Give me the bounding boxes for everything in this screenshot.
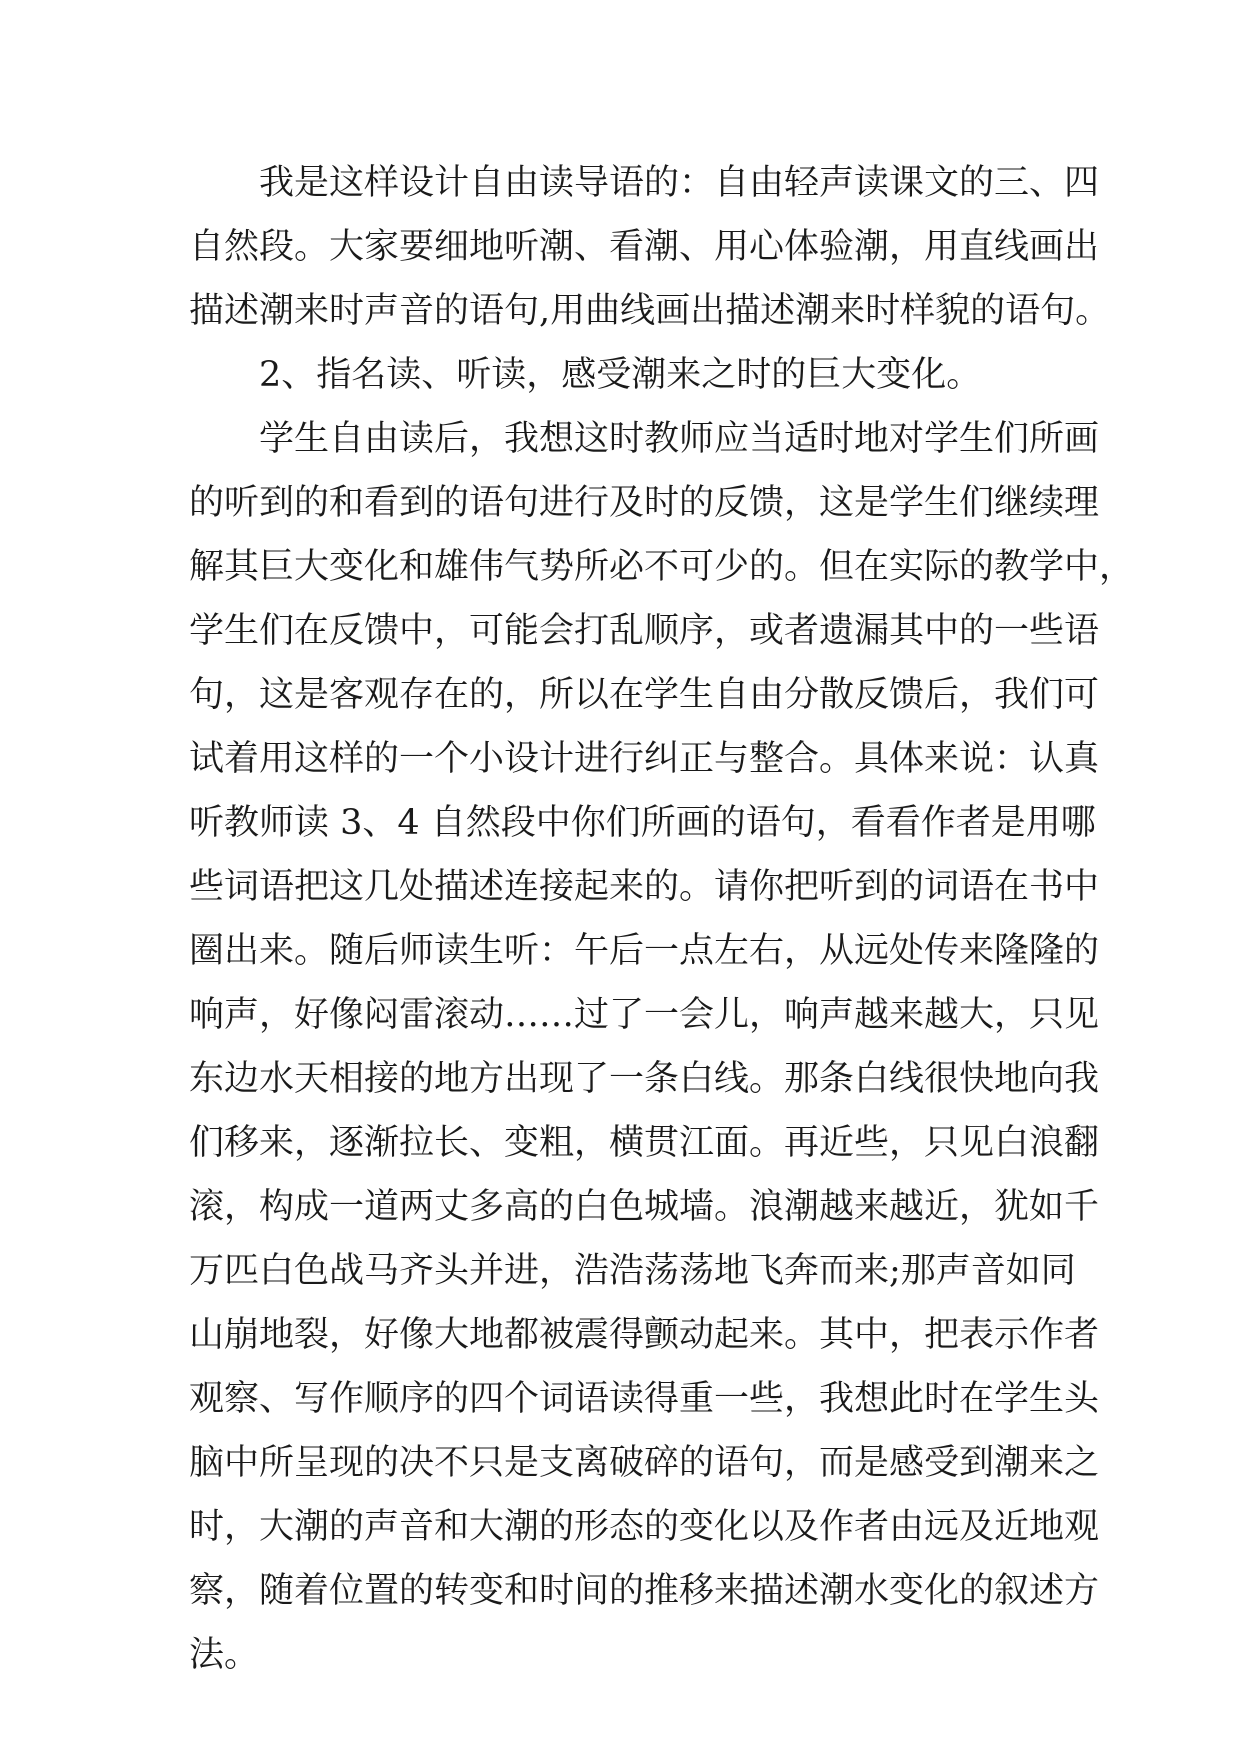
text-line: 圈出来。随后师读生听：午后一点左右，从远处传来隆隆的 — [189, 931, 1100, 971]
text-line: 我是这样设计自由读导语的：自由轻声读课文的三、四 — [259, 163, 1100, 203]
text-line: 东边水天相接的地方出现了一条白线。那条白线很快地向我 — [189, 1059, 1100, 1099]
text-line: 的听到的和看到的语句进行及时的反馈，这是学生们继续理 — [189, 483, 1100, 523]
text-line: 察，随着位置的转变和时间的推移来描述潮水变化的叙述方 — [189, 1571, 1100, 1611]
text-line: 自然段。大家要细地听潮、看潮、用心体验潮，用直线画出 — [189, 227, 1100, 267]
text-line: 描述潮来时声音的语句,用曲线画出描述潮来时样貌的语句。 — [189, 291, 1111, 331]
text-line: 法。 — [189, 1635, 260, 1675]
text-line: 们移来，逐渐拉长、变粗，横贯江面。再近些，只见白浪翻 — [189, 1123, 1100, 1163]
text-line: 时，大潮的声音和大潮的形态的变化以及作者由远及近地观 — [189, 1507, 1100, 1547]
text-line: 山崩地裂，好像大地都被震得颤动起来。其中，把表示作者 — [189, 1315, 1100, 1355]
text-line: 脑中所呈现的决不只是支离破碎的语句，而是感受到潮来之 — [189, 1443, 1100, 1483]
text-line: 些词语把这几处描述连接起来的。请你把听到的词语在书中 — [189, 867, 1100, 907]
text-line: 听教师读 3、4 自然段中你们所画的语句，看看作者是用哪 — [189, 803, 1096, 843]
text-line: 2、指名读、听读，感受潮来之时的巨大变化。 — [259, 355, 982, 395]
text-line: 解其巨大变化和雄伟气势所必不可少的。但在实际的教学中， — [189, 547, 1135, 587]
body-text — [189, 151, 1135, 1687]
text-line: 响声，好像闷雷滚动……过了一会儿，响声越来越大，只见 — [189, 995, 1100, 1035]
text-line: 万匹白色战马齐头并进，浩浩荡荡地飞奔而来;那声音如同 — [189, 1251, 1076, 1291]
text-line: 学生们在反馈中，可能会打乱顺序，或者遗漏其中的一些语 — [189, 611, 1100, 651]
text-line: 句，这是客观存在的，所以在学生自由分散反馈后，我们可 — [189, 675, 1100, 715]
text-line: 试着用这样的一个小设计进行纠正与整合。具体来说：认真 — [189, 739, 1100, 779]
text-line: 观察、写作顺序的四个词语读得重一些，我想此时在学生头 — [189, 1379, 1100, 1419]
text-line: 学生自由读后，我想这时教师应当适时地对学生们所画 — [259, 419, 1100, 459]
text-line: 滚，构成一道两丈多高的白色城墙。浪潮越来越近，犹如千 — [189, 1187, 1100, 1227]
